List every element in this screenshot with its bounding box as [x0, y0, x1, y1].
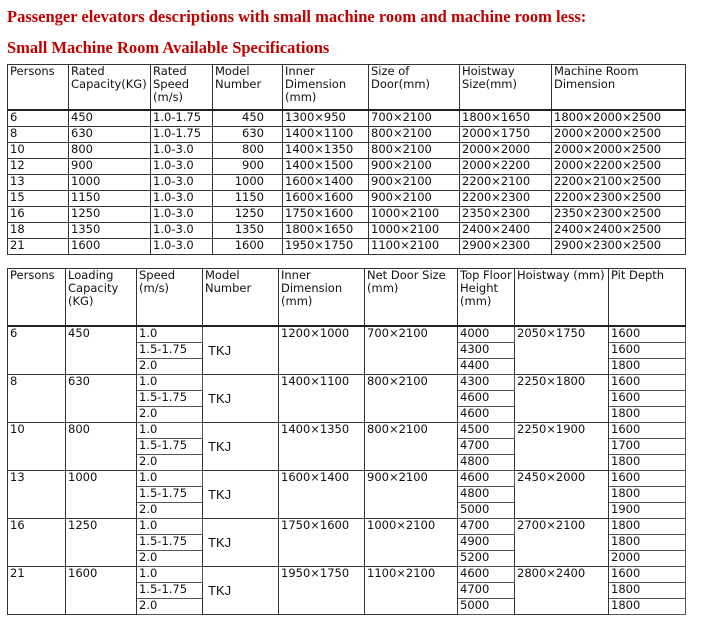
table-cell: 800 [213, 143, 283, 159]
speed-cell: 1.5-1.75 [137, 391, 203, 407]
pit-depth-cell: 1800 [609, 599, 686, 615]
top-floor-height-cell: 4600 [458, 407, 515, 423]
pit-depth-cell: 1600 [609, 567, 686, 583]
table-cell: 1250 [69, 207, 151, 223]
column-header: Model Number [203, 269, 279, 327]
table-cell: 630 [213, 127, 283, 143]
table-cell: 800 [69, 143, 151, 159]
hoistway-cell: 2800×2400 [515, 567, 609, 615]
hoistway-cell: 2700×2100 [515, 519, 609, 567]
door-size-cell: 700×2100 [365, 326, 458, 375]
door-size-cell: 900×2100 [365, 471, 458, 519]
pit-depth-cell: 1600 [609, 391, 686, 407]
table-cell: 1350 [69, 223, 151, 239]
capacity-cell: 1000 [66, 471, 137, 519]
door-size-cell: 800×2100 [365, 375, 458, 423]
model-cell: TKJ [203, 423, 279, 471]
table-cell: 2900×2300×2500 [552, 239, 686, 255]
speed-cell: 1.0 [137, 326, 203, 343]
table-cell: 1000×2100 [369, 207, 460, 223]
hoistway-cell: 2250×1900 [515, 423, 609, 471]
column-header: Rated Speed (m/s) [151, 65, 213, 111]
table-cell: 1000 [213, 175, 283, 191]
column-header: Machine Room Dimension [552, 65, 686, 111]
inner-dimension-cell: 1600×1400 [279, 471, 365, 519]
table-cell: 450 [69, 110, 151, 127]
persons-cell: 16 [8, 519, 66, 567]
table-cell: 1800×1650 [460, 110, 552, 127]
persons-cell: 8 [8, 375, 66, 423]
speed-cell: 2.0 [137, 503, 203, 519]
table-cell: 2200×2300×2500 [552, 191, 686, 207]
hoistway-cell: 2250×1800 [515, 375, 609, 423]
speed-cell: 2.0 [137, 455, 203, 471]
inner-dimension-cell: 1950×1750 [279, 567, 365, 615]
table-cell: 1600 [213, 239, 283, 255]
table-cell: 900 [69, 159, 151, 175]
table-cell: 2350×2300 [460, 207, 552, 223]
table-cell: 8 [8, 127, 69, 143]
top-floor-height-cell: 4800 [458, 487, 515, 503]
hoistway-cell: 2050×1750 [515, 326, 609, 375]
capacity-cell: 630 [66, 375, 137, 423]
table-cell: 1.0-1.75 [151, 110, 213, 127]
inner-dimension-cell: 1400×1100 [279, 375, 365, 423]
table-cell: 12 [8, 159, 69, 175]
table-row [8, 207, 686, 223]
table-row [8, 471, 686, 487]
door-size-cell: 1100×2100 [365, 567, 458, 615]
table-cell: 1.0-3.0 [151, 159, 213, 175]
table-cell: 2350×2300×2500 [552, 207, 686, 223]
table-cell: 900 [213, 159, 283, 175]
speed-cell: 1.5-1.75 [137, 487, 203, 503]
top-floor-height-cell: 4000 [458, 326, 515, 343]
table-cell: 18 [8, 223, 69, 239]
table-cell: 1950×1750 [283, 239, 369, 255]
table-row [8, 326, 686, 343]
pit-depth-cell: 1600 [609, 375, 686, 391]
pit-depth-cell: 1600 [609, 326, 686, 343]
main-heading: Passenger elevators descriptions with small machine room and machine room less: [7, 7, 587, 26]
pit-depth-cell: 1800 [609, 407, 686, 423]
table-cell: 1750×1600 [283, 207, 369, 223]
speed-cell: 1.0 [137, 567, 203, 583]
table-cell: 800×2100 [369, 127, 460, 143]
top-floor-height-cell: 4900 [458, 535, 515, 551]
table-cell: 1000×2100 [369, 223, 460, 239]
table-cell: 1000 [69, 175, 151, 191]
table-cell: 13 [8, 175, 69, 191]
pit-depth-cell: 1800 [609, 455, 686, 471]
top-floor-height-cell: 4400 [458, 359, 515, 375]
top-floor-height-cell: 4600 [458, 567, 515, 583]
table-row [8, 519, 686, 535]
table-cell: 900×2100 [369, 175, 460, 191]
column-header: Pit Depth [609, 269, 686, 327]
speed-cell: 2.0 [137, 407, 203, 423]
inner-dimension-cell: 1400×1350 [279, 423, 365, 471]
table-cell: 1100×2100 [369, 239, 460, 255]
table-cell: 1.0-3.0 [151, 175, 213, 191]
hoistway-cell: 2450×2000 [515, 471, 609, 519]
table-row [8, 175, 686, 191]
small-machine-room-spec-table [7, 64, 686, 255]
top-floor-height-cell: 4800 [458, 455, 515, 471]
pit-depth-cell: 1800 [609, 359, 686, 375]
table-cell: 15 [8, 191, 69, 207]
table-cell: 2000×2200×2500 [552, 159, 686, 175]
table-row [8, 375, 686, 391]
model-cell: TKJ [203, 567, 279, 615]
pit-depth-cell: 2000 [609, 551, 686, 567]
table-cell: 1600 [69, 239, 151, 255]
capacity-cell: 800 [66, 423, 137, 471]
model-cell: TKJ [203, 375, 279, 423]
pit-depth-cell: 1600 [609, 471, 686, 487]
table-cell: 450 [213, 110, 283, 127]
column-header: Rated Capacity(KG) [69, 65, 151, 111]
table-cell: 16 [8, 207, 69, 223]
speed-cell: 1.0 [137, 423, 203, 439]
top-floor-height-cell: 5200 [458, 551, 515, 567]
table-cell: 900×2100 [369, 191, 460, 207]
table-cell: 630 [69, 127, 151, 143]
persons-cell: 10 [8, 423, 66, 471]
speed-cell: 2.0 [137, 599, 203, 615]
table-cell: 1.0-3.0 [151, 207, 213, 223]
sub-heading: Small Machine Room Available Specifications [7, 38, 330, 57]
column-header: Speed (m/s) [137, 269, 203, 327]
speed-cell: 2.0 [137, 359, 203, 375]
pit-depth-cell: 1900 [609, 503, 686, 519]
table-cell: 800×2100 [369, 143, 460, 159]
column-header: Net Door Size (mm) [365, 269, 458, 327]
table-header-row [8, 65, 686, 111]
table-cell: 2900×2300 [460, 239, 552, 255]
model-cell: TKJ [203, 471, 279, 519]
pit-depth-cell: 1800 [609, 535, 686, 551]
column-header: Top Floor Height (mm) [458, 269, 515, 327]
table-row [8, 223, 686, 239]
top-floor-height-cell: 4300 [458, 375, 515, 391]
persons-cell: 13 [8, 471, 66, 519]
column-header: Persons [8, 65, 69, 111]
table-cell: 2000×2000×2500 [552, 127, 686, 143]
column-header: Hoistway Size(mm) [460, 65, 552, 111]
table-cell: 2400×2400×2500 [552, 223, 686, 239]
table-row [8, 143, 686, 159]
pit-depth-cell: 1800 [609, 487, 686, 503]
table-cell: 1.0-3.0 [151, 191, 213, 207]
table-row [8, 110, 686, 127]
table-cell: 10 [8, 143, 69, 159]
speed-cell: 1.5-1.75 [137, 535, 203, 551]
pit-depth-cell: 1600 [609, 343, 686, 359]
top-floor-height-cell: 5000 [458, 599, 515, 615]
column-header: Inner Dimension (mm) [279, 269, 365, 327]
table-cell: 1400×1100 [283, 127, 369, 143]
speed-cell: 1.5-1.75 [137, 343, 203, 359]
table-cell: 2000×2000×2500 [552, 143, 686, 159]
column-header: Model Number [213, 65, 283, 111]
table-cell: 6 [8, 110, 69, 127]
top-floor-height-cell: 4600 [458, 471, 515, 487]
table-cell: 1.0-1.75 [151, 127, 213, 143]
door-size-cell: 800×2100 [365, 423, 458, 471]
table-cell: 2400×2400 [460, 223, 552, 239]
top-floor-height-cell: 4600 [458, 391, 515, 407]
table-cell: 2200×2100×2500 [552, 175, 686, 191]
door-size-cell: 1000×2100 [365, 519, 458, 567]
machine-room-less-spec-table [7, 268, 686, 615]
speed-cell: 1.5-1.75 [137, 439, 203, 455]
pit-depth-cell: 1600 [609, 423, 686, 439]
table-cell: 1400×1350 [283, 143, 369, 159]
table-row [8, 127, 686, 143]
top-floor-height-cell: 4300 [458, 343, 515, 359]
persons-cell: 21 [8, 567, 66, 615]
capacity-cell: 1600 [66, 567, 137, 615]
top-floor-height-cell: 4700 [458, 519, 515, 535]
speed-cell: 2.0 [137, 551, 203, 567]
model-cell: TKJ [203, 519, 279, 567]
column-header: Size of Door(mm) [369, 65, 460, 111]
table-cell: 700×2100 [369, 110, 460, 127]
table-cell: 2200×2300 [460, 191, 552, 207]
column-header: Persons [8, 269, 66, 327]
table-row [8, 191, 686, 207]
speed-cell: 1.0 [137, 519, 203, 535]
table-cell: 1350 [213, 223, 283, 239]
table-cell: 1.0-3.0 [151, 223, 213, 239]
speed-cell: 1.0 [137, 375, 203, 391]
top-floor-height-cell: 5000 [458, 503, 515, 519]
table-cell: 2200×2100 [460, 175, 552, 191]
table-cell: 1.0-3.0 [151, 239, 213, 255]
table-cell: 1.0-3.0 [151, 143, 213, 159]
pit-depth-cell: 1800 [609, 519, 686, 535]
speed-cell: 1.0 [137, 471, 203, 487]
table-row [8, 423, 686, 439]
table-cell: 1300×950 [283, 110, 369, 127]
top-floor-height-cell: 4700 [458, 439, 515, 455]
model-cell: TKJ [203, 326, 279, 375]
table-cell: 2000×2000 [460, 143, 552, 159]
table-cell: 1150 [69, 191, 151, 207]
table-header-row [8, 269, 686, 327]
table-cell: 1800×1650 [283, 223, 369, 239]
capacity-cell: 450 [66, 326, 137, 375]
top-floor-height-cell: 4700 [458, 583, 515, 599]
table-cell: 1150 [213, 191, 283, 207]
speed-cell: 1.5-1.75 [137, 583, 203, 599]
table-cell: 21 [8, 239, 69, 255]
persons-cell: 6 [8, 326, 66, 375]
table-cell: 1800×2000×2500 [552, 110, 686, 127]
table-cell: 1600×1600 [283, 191, 369, 207]
inner-dimension-cell: 1200×1000 [279, 326, 365, 375]
top-floor-height-cell: 4500 [458, 423, 515, 439]
table-cell: 1600×1400 [283, 175, 369, 191]
table-cell: 1250 [213, 207, 283, 223]
pit-depth-cell: 1700 [609, 439, 686, 455]
table-row [8, 239, 686, 255]
table-cell: 2000×2200 [460, 159, 552, 175]
table-row [8, 567, 686, 583]
column-header: Loading Capacity (KG) [66, 269, 137, 327]
table-row [8, 159, 686, 175]
column-header: Inner Dimension (mm) [283, 65, 369, 111]
inner-dimension-cell: 1750×1600 [279, 519, 365, 567]
table-cell: 2000×1750 [460, 127, 552, 143]
capacity-cell: 1250 [66, 519, 137, 567]
pit-depth-cell: 1800 [609, 583, 686, 599]
column-header: Hoistway (mm) [515, 269, 609, 327]
table-cell: 900×2100 [369, 159, 460, 175]
table-cell: 1400×1500 [283, 159, 369, 175]
